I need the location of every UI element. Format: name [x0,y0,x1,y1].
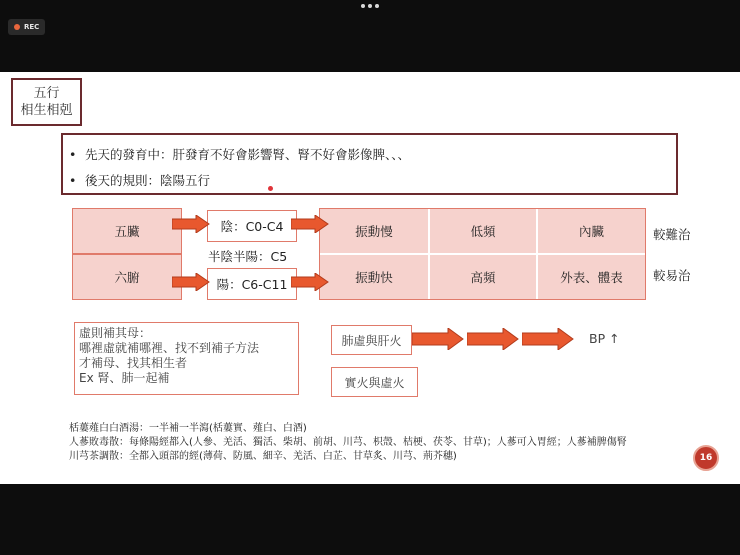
bullet-item: • 後天的規則：陰陽五行 [69,173,211,188]
cell-internal-organs: 內臟 [537,208,646,254]
middle-label: 半陰半陽：C5 [208,249,288,264]
note-line: 哪裡虛就補哪裡、找不到補子方法 [79,341,260,355]
arrow-right-icon [467,328,519,350]
footnote-line: 栝蔞薤白白酒湯：一半補一半瀉(栝蔞實、薤白、白酒) [69,423,307,434]
cell-body-surface: 外表、體表 [537,254,646,300]
side-label-easy: 較易治 [653,268,691,283]
cell-fu: 六腑 [72,254,182,300]
title-line-2: 相生相剋 [20,103,73,118]
record-dot-icon [14,24,20,30]
side-label-hard: 較難治 [653,227,691,242]
meeting-top-bar [0,0,740,72]
arrow-right-icon [291,273,329,291]
recording-label: REC [24,23,40,31]
cell-slow-vibration: 振動慢 [319,208,429,254]
table-outline [319,208,646,300]
note-line: 虛則補其母： [79,326,152,340]
bp-label: BP ↑ [589,331,620,346]
bullet-item: • 先天的發育中：肝發育不好會影響腎、腎不好會影像脾、、、 [69,147,411,162]
arrow-right-icon [172,273,210,291]
footnote-line: 人蔘敗毒散：每條陽經都入(人參、羌活、獨活、柴胡、前胡、川芎、枳殼、桔梗、茯苓、甘草)；人蔘可入胃經；人蔘補脾傷腎 [69,437,627,448]
slide-title [11,78,82,126]
cell-low-frequency: 低頻 [429,208,537,254]
yang-range-box: 陽：C6-C11 [207,268,297,300]
recording-indicator [8,19,45,35]
title-line-1: 五行 [33,86,60,101]
more-options-icon[interactable] [361,4,379,8]
lung-liver-box: 肺虛與肝火 [331,325,412,355]
footnote-line: 川芎茶調散：全都入頭部的經(薄荷、防風、細辛、羌活、白芷、甘草炙、川芎、荊芥穗) [69,451,457,462]
arrow-right-icon [291,215,329,233]
bullet-box [61,133,678,195]
arrow-right-icon [412,328,464,350]
yin-range-box: 陰：C0-C4 [207,210,297,242]
arrow-right-icon [522,328,574,350]
page-number-badge: 16 [693,445,719,471]
fire-box: 實火與虛火 [331,367,418,397]
cell-high-frequency: 高頻 [429,254,537,300]
pointer-dot-icon [268,186,273,191]
arrow-right-icon [172,215,210,233]
shared-slide [0,72,740,484]
note-box [74,322,299,395]
meeting-bottom-bar [0,484,740,555]
cell-fast-vibration: 振動快 [319,254,429,300]
cell-zang: 五臟 [72,208,182,254]
note-line: Ex 腎、肺一起補 [79,371,170,385]
note-line: 才補母、找其相生者 [79,356,188,370]
